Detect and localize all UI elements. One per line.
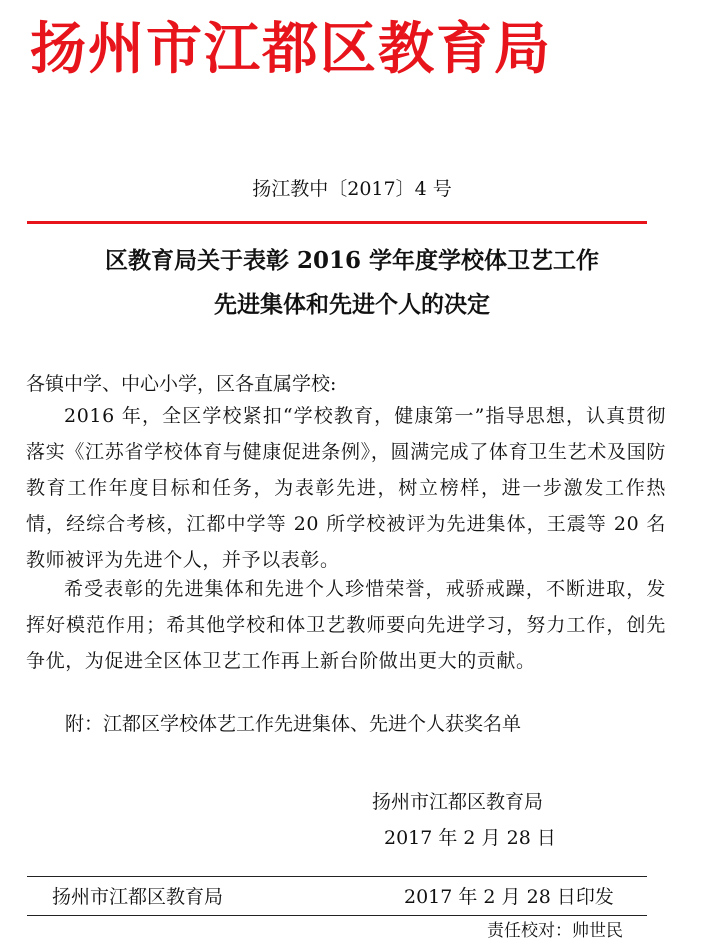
proofreader-line: 责任校对：帅世民 — [487, 921, 623, 941]
footer-organization: 扬州市江都区教育局 — [52, 886, 224, 908]
footer-divider-bottom — [27, 915, 647, 916]
body-paragraph-2: 希受表彰的先进集体和先进个人珍惜荣誉，戒骄戒躁，不断进取，发挥好模范作用；希其他学校和体卫艺教师要向先进学习，努力工作，创先争优，为促进全区体卫艺工作再上新台阶做出更大的贡献。 — [26, 578, 666, 672]
masthead-title: 扬州市江都区教育局 — [30, 16, 552, 82]
signature-organization: 扬州市江都区教育局 — [372, 791, 544, 813]
attachment-note: 附：江都区学校体艺工作先进集体、先进个人获奖名单 — [65, 713, 522, 735]
footer-divider-top — [27, 876, 647, 877]
document-number: 扬江教中〔2017〕4 号 — [252, 178, 452, 200]
red-divider-line — [27, 221, 647, 224]
document-title-line-1: 区教育局关于表彰 2016 学年度学校体卫艺工作 — [104, 247, 600, 274]
signature-date: 2017 年 2 月 28 日 — [384, 827, 556, 849]
body-paragraph-1: 2016 年，全区学校紧扣“学校教育，健康第一”指导思想，认真贯彻落实《江苏省学校体育与健康促进条例》，圆满完成了体育卫生艺术及国防教育工作年度目标和任务，为表彰先进，树立榜样，进一步激发工作热情，经综合考核，江都中学等 20 所学校被评为先进集体，王震等 20 名教师被评为先进个人，并予以表彰。 — [26, 405, 666, 571]
document-title-line-2: 先进集体和先进个人的决定 — [214, 291, 490, 318]
salutation: 各镇中学、中心小学，区各直属学校: — [26, 373, 337, 395]
footer-issue-date: 2017 年 2 月 28 日印发 — [404, 886, 614, 908]
